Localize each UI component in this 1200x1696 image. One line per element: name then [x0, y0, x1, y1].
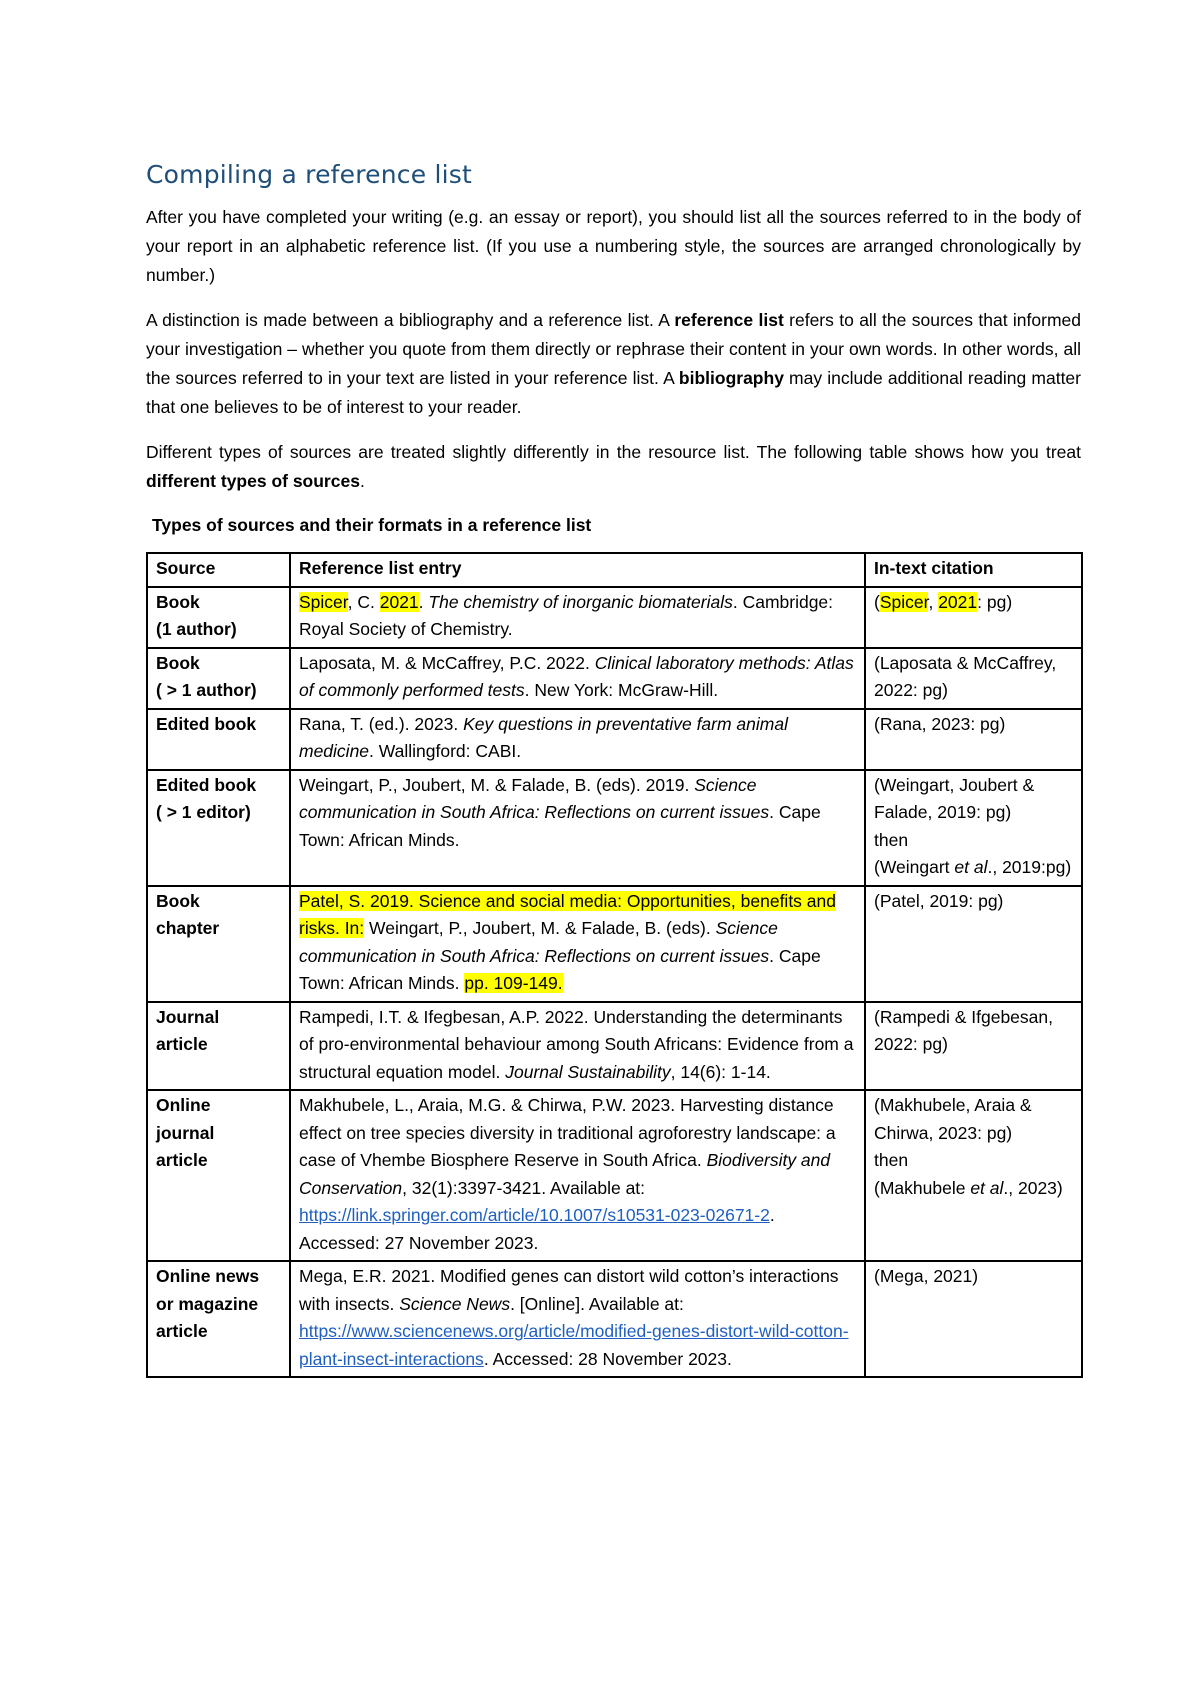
source-cell: Online news or magazine article — [147, 1261, 290, 1377]
citation-cell: (Makhubele, Araia & Chirwa, 2023: pg) then (Makhubele et al., 2023) — [865, 1090, 1082, 1261]
entry-cell: Laposata, M. & McCaffrey, P.C. 2022. Clinical laboratory methods: Atlas of commonly performed tests. New York: McGraw-Hill. — [290, 648, 865, 709]
springer-link[interactable]: https://link.springer.com/article/10.1007/s10531-023-02671-2 — [299, 1205, 770, 1225]
types-paragraph: Different types of sources are treated slightly differently in the resource list. The following table shows how you treat different types of sources. — [146, 442, 1081, 491]
table-row — [147, 1002, 1082, 1091]
citation-cell: (Mega, 2021) — [865, 1261, 1082, 1377]
table-row — [147, 1090, 1082, 1261]
entry-cell: Mega, E.R. 2021. Modified genes can distort wild cotton’s interactions with insects. Science News. [Online]. Available at: https://www.sciencenews.org/article/modified-genes-distort-wild-cotton-plant-insect-interactions. Accessed: 28 November 2023. — [290, 1261, 865, 1377]
document-page — [146, 160, 1081, 1378]
table-caption: Types of sources and their formats in a reference list — [152, 515, 592, 535]
citation-cell: (Spicer, 2021: pg) — [865, 587, 1082, 648]
entry-cell: Makhubele, L., Araia, M.G. & Chirwa, P.W. 2023. Harvesting distance effect on tree species diversity in traditional agroforestry landscape: a case of Vhembe Biosphere Reserve in South Africa. Biodiversity and Conservation, 32(1):3397-3421. Available at: https://link.springer.com/article/10.1007/s10531-023-02671-2. Accessed: 27 November 2023. — [290, 1090, 865, 1261]
citation-cell: (Patel, 2019: pg) — [865, 886, 1082, 1002]
citation-cell: (Laposata & McCaffrey, 2022: pg) — [865, 648, 1082, 709]
source-cell: Book ( > 1 author) — [147, 648, 290, 709]
reference-table — [146, 552, 1083, 1378]
source-cell: Edited book — [147, 709, 290, 770]
table-header-row — [147, 553, 1082, 587]
intro-paragraph: After you have completed your writing (e.g. an essay or report), you should list all the sources referred to in the body of your report in an alphabetic reference list. (If you use a numbering style, the sources are arranged chronologically by number.) — [146, 207, 1081, 285]
citation-cell: (Rampedi & Ifgebesan, 2022: pg) — [865, 1002, 1082, 1091]
header-entry: Reference list entry — [290, 553, 865, 587]
table-row — [147, 587, 1082, 648]
entry-cell: Spicer, C. 2021. The chemistry of inorganic biomaterials. Cambridge: Royal Society of Chemistry. — [290, 587, 865, 648]
source-cell: Edited book ( > 1 editor) — [147, 770, 290, 886]
table-row — [147, 886, 1082, 1002]
header-source: Source — [147, 553, 290, 587]
table-row — [147, 648, 1082, 709]
citation-cell: (Weingart, Joubert & Falade, 2019: pg) then (Weingart et al., 2019:pg) — [865, 770, 1082, 886]
page-title: Compiling a reference list — [146, 160, 472, 189]
source-cell: Book chapter — [147, 886, 290, 1002]
entry-cell: Patel, S. 2019. Science and social media: Opportunities, benefits and risks. In: Weingart, P., Joubert, M. & Falade, B. (eds). Science communication in South Africa: Reflections on current issues. Cape Town: African Minds. pp. 109-149. — [290, 886, 865, 1002]
table-row — [147, 1261, 1082, 1377]
entry-cell: Rana, T. (ed.). 2023. Key questions in preventative farm animal medicine. Wallingford: CABI. — [290, 709, 865, 770]
citation-cell: (Rana, 2023: pg) — [865, 709, 1082, 770]
table-row — [147, 770, 1082, 886]
source-cell: Book (1 author) — [147, 587, 290, 648]
entry-cell: Rampedi, I.T. & Ifegbesan, A.P. 2022. Understanding the determinants of pro-environmental behaviour among South Africans: Evidence from a structural equation model. Journal Sustainability, 14(6): 1-14. — [290, 1002, 865, 1091]
source-cell: Journal article — [147, 1002, 290, 1091]
source-cell: Online journal article — [147, 1090, 290, 1261]
distinction-paragraph: A distinction is made between a bibliography and a reference list. A reference list refers to all the sources that informed your investigation – whether you quote from them directly or rephrase their content in your own words. In other words, all the sources referred to in your text are listed in your reference list. A bibliography may include additional reading matter that one believes to be of interest to your reader. — [146, 310, 1082, 417]
table-row — [147, 709, 1082, 770]
header-citation: In-text citation — [865, 553, 1082, 587]
sciencenews-link[interactable]: https://www.sciencenews.org/article/modified-genes-distort-wild-cotton-plant-insect-interactions — [299, 1321, 849, 1369]
entry-cell: Weingart, P., Joubert, M. & Falade, B. (eds). 2019. Science communication in South Africa: Reflections on current issues. Cape Town: African Minds. — [290, 770, 865, 886]
